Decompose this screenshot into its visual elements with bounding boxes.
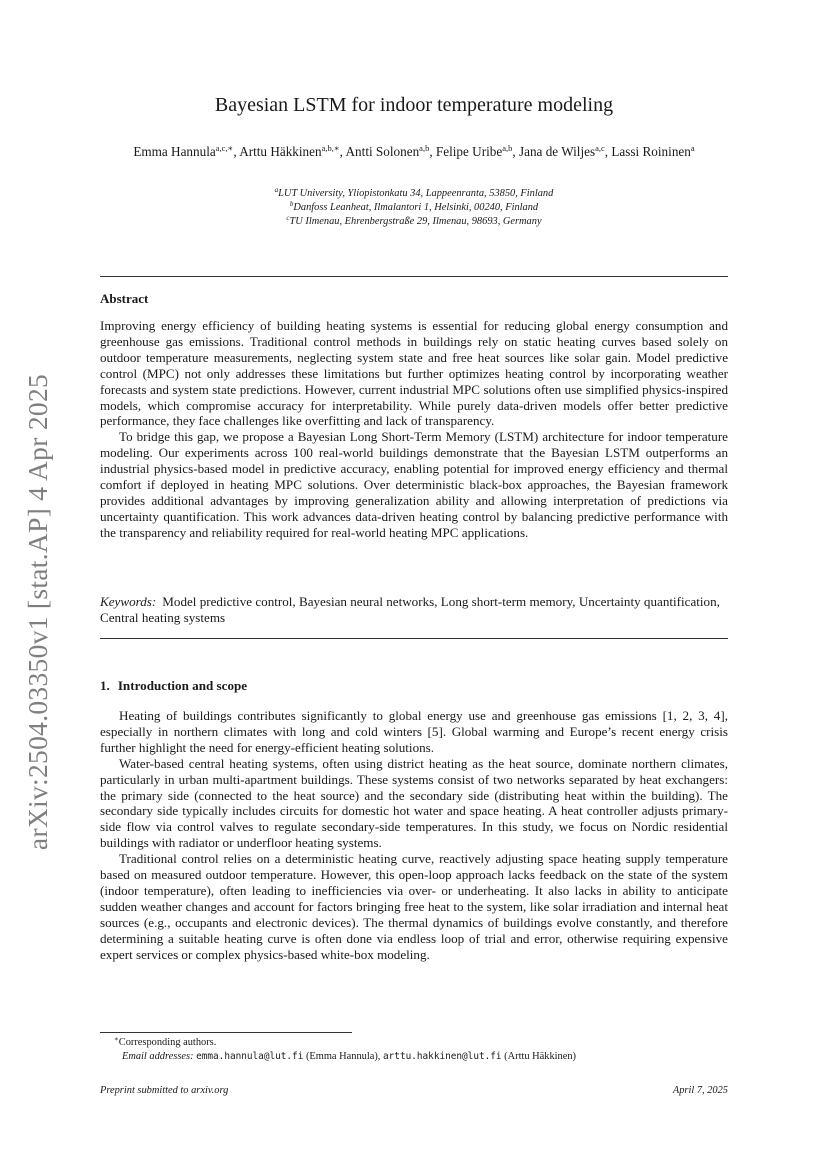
affiliation: $^b$Danfoss Leanheat, Ilmalantori 1, Helsinki, 00240, Finland (289, 200, 539, 213)
author: Emma Hannula$^{a,c,∗}$, (133, 143, 240, 159)
email-link[interactable]: emma.hannula@lut.fi (196, 1051, 304, 1062)
abstract-paragraph: To bridge this gap, we propose a Bayesian Long Short-Term Memory (LSTM) architecture for indoor temperature modeling. Our experiments across 100 real-world buildings demonstrate that the Bayesian LSTM outperforms an industrial physics-based model in predictive accuracy, enabling potential for improved energy efficiency and thermal comfort if deployed in heating MPC solutions. Over deterministic black-box approaches, the Bayesian framework provides additional advantages by improving generalization ability and allowing interpretation of predictions via uncertainty quantification. This work advances data-driven heating control by balancing predictive performance with the transparency and reliability required for real-world heating MPC applications. (100, 429, 728, 540)
author: Antti Solonen$^{a,b}$, (345, 143, 436, 159)
abstract-body (100, 318, 728, 541)
footer-date: April 7, 2025 (672, 1085, 728, 1096)
footnote-emails: Email addresses: emma.hannula@lut.fi (Emma Hannula), arttu.hakkinen@lut.fi (Arttu Häkkinen) (122, 1051, 577, 1062)
section-heading (100, 678, 247, 694)
body-paragraph: Water-based central heating systems, often using district heating as the heat source, dominate northern climates, particularly in urban multi-apartment buildings. These systems consist of two networks separated by heat exchangers: the primary side (connected to the heat source) and the secondary side (distributing heat within the building). The secondary side typically includes circuits for domestic hot water and space heating. A heat controller adjusts primary-side flow via control valves to regulate secondary-side temperatures. In this study, we focus on Nordic residential buildings with radiator or underfloor heating systems. (100, 755, 728, 851)
author: Jana de Wiljes$^{a,c}$, (518, 143, 612, 159)
footnotes (100, 1036, 728, 1064)
author: Lassi Roininen$^a$ (611, 143, 695, 159)
introduction-body (100, 708, 728, 963)
section-title: Introduction and scope (117, 678, 248, 693)
arxiv-sidebar (0, 0, 78, 1171)
affiliation: $^c$TU Ilmenau, Ehrenbergstraße 29, Ilmenau, 98693, Germany (286, 214, 542, 227)
paper-title: Bayesian LSTM for indoor temperature modeling (214, 94, 614, 116)
abstract-bottom-rule (100, 638, 728, 639)
footer-preprint-note: Preprint submitted to arxiv.org (100, 1085, 229, 1096)
affiliation-list (0, 187, 828, 229)
footnote-corresponding: ∗Corresponding authors. (114, 1035, 217, 1048)
footnote-rule (100, 1032, 352, 1033)
email-link[interactable]: arttu.hakkinen@lut.fi (383, 1051, 502, 1062)
keywords-text: Model predictive control, Bayesian neural networks, Long short-term memory, Uncertainty quantification, Central heating systems (100, 594, 720, 625)
author: Felipe Uribe$^{a,b}$, (435, 143, 519, 159)
body-paragraph: Traditional control relies on a deterministic heating curve, reactively adjusting space heating supply temperature based on measured outdoor temperature. However, this open-loop approach lacks feedback on the state of the system (indoor temperature), often leading to inefficiencies via over- or underheating. It also lacks in ability to anticipate sudden weather changes and account for factors bringing free heat to the system, like solar irradiation and internal heat sources (e.g., occupants and electronic devices). The thermal dynamics of buildings evolve constantly, and therefore determining a suitable heating curve is often done via endless loop of trial and error, otherwise requiring expensive expert services or complex physics-based white-box modeling. (100, 851, 728, 962)
abstract-heading: Abstract (100, 291, 149, 306)
section-number: 1. (100, 678, 110, 693)
keywords-label: Keywords: (100, 594, 157, 609)
author: Arttu Häkkinen$^{a,b,∗}$, (239, 143, 346, 159)
abstract-paragraph: Improving energy efficiency of building heating systems is essential for reducing global energy consumption and greenhouse gas emissions. Traditional control methods in buildings rely on static heating curves based solely on outdoor temperature measurements, neglecting system state and free heat sources like solar gain. Model predictive control (MPC) not only addresses these limitations but further optimizes heating control by incorporating weather forecasts and system state predictions. However, current industrial MPC solutions often use simplified physics-inspired models, which compromise accuracy for interpretability. While purely data-driven models offer better predictive performance, they face challenges like overfitting and lack of transparency. (100, 318, 728, 429)
abstract-top-rule (100, 276, 728, 277)
body-paragraph: Heating of buildings contributes significantly to global energy use and greenhouse gas emissions [1, 2, 3, 4], especially in northern climates with long and cold winters [5]. Global warming and Europe’s recent energy crisis further highlight the need for energy-efficient heating solutions. (100, 708, 728, 755)
page-footer (100, 1085, 728, 1096)
author-list (100, 143, 728, 161)
keywords (100, 594, 728, 626)
affiliation: $^a$LUT University, Yliopistonkatu 34, Lappeenranta, 53850, Finland (274, 186, 554, 199)
arxiv-identifier: arXiv:2504.03350v1 [stat.AP] 4 Apr 2025 (22, 373, 53, 851)
